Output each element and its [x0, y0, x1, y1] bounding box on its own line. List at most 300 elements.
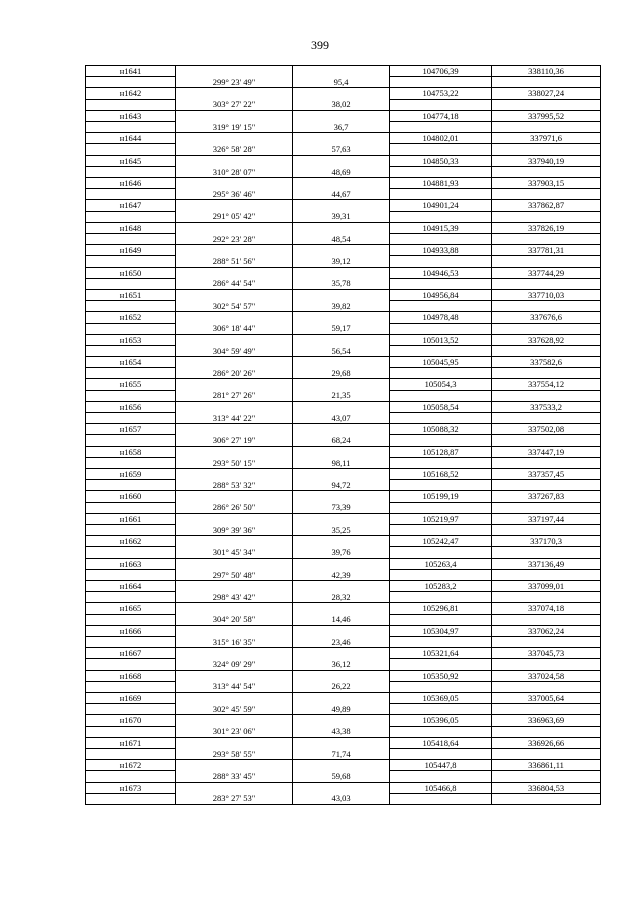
point-row	[86, 737, 601, 748]
empty-cell	[86, 390, 176, 401]
bearing-cell: 299° 23' 49"	[176, 77, 293, 88]
x-coordinate-cell: 105396,05	[390, 715, 492, 726]
empty-cell	[176, 222, 293, 233]
segment-row	[86, 748, 601, 759]
point-row	[86, 88, 601, 99]
empty-cell	[176, 177, 293, 188]
distance-cell: 43,07	[293, 413, 390, 424]
empty-cell	[492, 77, 601, 88]
empty-cell	[293, 737, 390, 748]
y-coordinate-cell: 337903,15	[492, 177, 601, 188]
point-row	[86, 177, 601, 188]
segment-row	[86, 726, 601, 737]
segment-row	[86, 457, 601, 468]
point-row	[86, 536, 601, 547]
x-coordinate-cell: 105242,47	[390, 536, 492, 547]
point-name-cell: н1646	[86, 177, 176, 188]
y-coordinate-cell: 337005,64	[492, 692, 601, 703]
distance-cell: 49,89	[293, 704, 390, 715]
empty-cell	[86, 77, 176, 88]
empty-cell	[176, 289, 293, 300]
empty-cell	[176, 312, 293, 323]
empty-cell	[86, 502, 176, 513]
y-coordinate-cell: 337971,6	[492, 133, 601, 144]
segment-row	[86, 323, 601, 334]
x-coordinate-cell: 105045,95	[390, 357, 492, 368]
empty-cell	[390, 569, 492, 580]
point-name-cell: н1666	[86, 625, 176, 636]
segment-row	[86, 345, 601, 356]
x-coordinate-cell: 105013,52	[390, 334, 492, 345]
boundary-coordinates-table	[85, 65, 601, 805]
y-coordinate-cell: 337357,45	[492, 469, 601, 480]
x-coordinate-cell: 104802,01	[390, 133, 492, 144]
point-name-cell: н1671	[86, 737, 176, 748]
distance-cell: 21,35	[293, 390, 390, 401]
empty-cell	[390, 390, 492, 401]
empty-cell	[176, 424, 293, 435]
empty-cell	[86, 413, 176, 424]
empty-cell	[492, 771, 601, 782]
distance-cell: 39,82	[293, 301, 390, 312]
point-row	[86, 603, 601, 614]
empty-cell	[176, 88, 293, 99]
segment-row	[86, 636, 601, 647]
empty-cell	[293, 357, 390, 368]
x-coordinate-cell: 105350,92	[390, 670, 492, 681]
y-coordinate-cell: 337267,83	[492, 491, 601, 502]
empty-cell	[390, 189, 492, 200]
empty-cell	[86, 256, 176, 267]
empty-cell	[390, 99, 492, 110]
y-coordinate-cell: 337554,12	[492, 379, 601, 390]
empty-cell	[176, 379, 293, 390]
empty-cell	[176, 737, 293, 748]
segment-row	[86, 435, 601, 446]
segment-row	[86, 233, 601, 244]
bearing-cell: 310° 28' 07"	[176, 166, 293, 177]
empty-cell	[86, 614, 176, 625]
point-name-cell: н1643	[86, 110, 176, 121]
empty-cell	[492, 413, 601, 424]
segment-row	[86, 256, 601, 267]
point-row	[86, 357, 601, 368]
distance-cell: 59,68	[293, 771, 390, 782]
x-coordinate-cell: 105304,97	[390, 625, 492, 636]
empty-cell	[492, 614, 601, 625]
y-coordinate-cell: 337062,24	[492, 625, 601, 636]
distance-cell: 39,12	[293, 256, 390, 267]
point-row	[86, 692, 601, 703]
distance-cell: 73,39	[293, 502, 390, 513]
empty-cell	[86, 569, 176, 580]
point-name-cell: н1656	[86, 401, 176, 412]
empty-cell	[293, 155, 390, 166]
bearing-cell: 301° 45' 34"	[176, 547, 293, 558]
bearing-cell: 326° 58' 28"	[176, 144, 293, 155]
empty-cell	[293, 491, 390, 502]
y-coordinate-cell: 336926,66	[492, 737, 601, 748]
empty-cell	[293, 312, 390, 323]
segment-row	[86, 390, 601, 401]
x-coordinate-cell: 105283,2	[390, 580, 492, 591]
point-name-cell: н1668	[86, 670, 176, 681]
distance-cell: 29,68	[293, 368, 390, 379]
bearing-cell: 304° 59' 49"	[176, 345, 293, 356]
point-name-cell: н1669	[86, 692, 176, 703]
empty-cell	[492, 726, 601, 737]
bearing-cell: 302° 45' 59"	[176, 704, 293, 715]
y-coordinate-cell: 337024,58	[492, 670, 601, 681]
empty-cell	[293, 379, 390, 390]
empty-cell	[390, 211, 492, 222]
point-row	[86, 133, 601, 144]
bearing-cell: 293° 50' 15"	[176, 457, 293, 468]
segment-row	[86, 793, 601, 804]
empty-cell	[293, 66, 390, 77]
empty-cell	[86, 323, 176, 334]
point-row	[86, 625, 601, 636]
segment-row	[86, 77, 601, 88]
x-coordinate-cell: 105058,54	[390, 401, 492, 412]
empty-cell	[86, 301, 176, 312]
empty-cell	[390, 659, 492, 670]
point-row	[86, 469, 601, 480]
point-name-cell: н1663	[86, 558, 176, 569]
y-coordinate-cell: 337940,19	[492, 155, 601, 166]
x-coordinate-cell: 104774,18	[390, 110, 492, 121]
x-coordinate-cell: 105321,64	[390, 648, 492, 659]
empty-cell	[86, 793, 176, 804]
bearing-cell: 286° 20' 26"	[176, 368, 293, 379]
segment-row	[86, 525, 601, 536]
empty-cell	[492, 569, 601, 580]
empty-cell	[390, 502, 492, 513]
empty-cell	[390, 413, 492, 424]
empty-cell	[390, 636, 492, 647]
empty-cell	[86, 480, 176, 491]
empty-cell	[293, 782, 390, 793]
empty-cell	[176, 603, 293, 614]
distance-cell: 38,02	[293, 99, 390, 110]
y-coordinate-cell: 337099,01	[492, 580, 601, 591]
point-row	[86, 580, 601, 591]
distance-cell: 39,31	[293, 211, 390, 222]
distance-cell: 14,46	[293, 614, 390, 625]
empty-cell	[86, 547, 176, 558]
bearing-cell: 315° 16' 35"	[176, 636, 293, 647]
point-row	[86, 446, 601, 457]
x-coordinate-cell: 104978,48	[390, 312, 492, 323]
point-row	[86, 558, 601, 569]
segment-row	[86, 614, 601, 625]
empty-cell	[293, 625, 390, 636]
point-name-cell: н1651	[86, 289, 176, 300]
y-coordinate-cell: 338110,36	[492, 66, 601, 77]
empty-cell	[390, 525, 492, 536]
point-name-cell: н1648	[86, 222, 176, 233]
point-row	[86, 379, 601, 390]
empty-cell	[176, 357, 293, 368]
distance-cell: 98,11	[293, 457, 390, 468]
y-coordinate-cell: 337045,73	[492, 648, 601, 659]
distance-cell: 36,7	[293, 121, 390, 132]
bearing-cell: 288° 51' 56"	[176, 256, 293, 267]
y-coordinate-cell: 336804,53	[492, 782, 601, 793]
empty-cell	[176, 648, 293, 659]
point-row	[86, 401, 601, 412]
point-name-cell: н1650	[86, 267, 176, 278]
bearing-cell: 288° 53' 32"	[176, 480, 293, 491]
empty-cell	[86, 636, 176, 647]
y-coordinate-cell: 337862,87	[492, 200, 601, 211]
empty-cell	[390, 323, 492, 334]
x-coordinate-cell: 105168,52	[390, 469, 492, 480]
x-coordinate-cell: 104915,39	[390, 222, 492, 233]
empty-cell	[293, 245, 390, 256]
empty-cell	[293, 603, 390, 614]
point-row	[86, 222, 601, 233]
bearing-cell: 292° 23' 28"	[176, 233, 293, 244]
empty-cell	[176, 66, 293, 77]
empty-cell	[390, 480, 492, 491]
empty-cell	[492, 435, 601, 446]
empty-cell	[492, 748, 601, 759]
bearing-cell: 306° 27' 19"	[176, 435, 293, 446]
segment-row	[86, 144, 601, 155]
empty-cell	[492, 592, 601, 603]
empty-cell	[176, 245, 293, 256]
empty-cell	[176, 446, 293, 457]
distance-cell: 39,76	[293, 547, 390, 558]
point-name-cell: н1657	[86, 424, 176, 435]
distance-cell: 68,24	[293, 435, 390, 446]
y-coordinate-cell: 337170,3	[492, 536, 601, 547]
point-row	[86, 715, 601, 726]
segment-row	[86, 368, 601, 379]
x-coordinate-cell: 104933,88	[390, 245, 492, 256]
empty-cell	[390, 144, 492, 155]
empty-cell	[86, 121, 176, 132]
distance-cell: 56,54	[293, 345, 390, 356]
distance-cell: 71,74	[293, 748, 390, 759]
empty-cell	[492, 681, 601, 692]
empty-cell	[492, 323, 601, 334]
empty-cell	[176, 491, 293, 502]
empty-cell	[492, 636, 601, 647]
bearing-cell: 301° 23' 06"	[176, 726, 293, 737]
y-coordinate-cell: 337826,19	[492, 222, 601, 233]
empty-cell	[492, 211, 601, 222]
empty-cell	[390, 704, 492, 715]
x-coordinate-cell: 105088,32	[390, 424, 492, 435]
point-row	[86, 200, 601, 211]
point-name-cell: н1654	[86, 357, 176, 368]
empty-cell	[390, 547, 492, 558]
empty-cell	[293, 446, 390, 457]
point-name-cell: н1645	[86, 155, 176, 166]
distance-cell: 43,03	[293, 793, 390, 804]
empty-cell	[293, 200, 390, 211]
empty-cell	[293, 222, 390, 233]
empty-cell	[176, 558, 293, 569]
empty-cell	[390, 77, 492, 88]
distance-cell: 36,12	[293, 659, 390, 670]
point-row	[86, 110, 601, 121]
point-row	[86, 648, 601, 659]
empty-cell	[390, 345, 492, 356]
distance-cell: 95,4	[293, 77, 390, 88]
distance-cell: 57,63	[293, 144, 390, 155]
empty-cell	[86, 233, 176, 244]
x-coordinate-cell: 105219,97	[390, 513, 492, 524]
point-name-cell: н1652	[86, 312, 176, 323]
x-coordinate-cell: 104946,53	[390, 267, 492, 278]
empty-cell	[390, 166, 492, 177]
empty-cell	[86, 189, 176, 200]
empty-cell	[390, 793, 492, 804]
empty-cell	[176, 715, 293, 726]
distance-cell: 35,25	[293, 525, 390, 536]
bearing-cell: 302° 54' 57"	[176, 301, 293, 312]
empty-cell	[176, 334, 293, 345]
empty-cell	[390, 592, 492, 603]
empty-cell	[390, 614, 492, 625]
segment-row	[86, 301, 601, 312]
empty-cell	[293, 580, 390, 591]
point-name-cell: н1644	[86, 133, 176, 144]
bearing-cell: 293° 58' 55"	[176, 748, 293, 759]
empty-cell	[293, 513, 390, 524]
point-row	[86, 513, 601, 524]
x-coordinate-cell: 105418,64	[390, 737, 492, 748]
distance-cell: 48,54	[293, 233, 390, 244]
empty-cell	[176, 580, 293, 591]
y-coordinate-cell: 337502,08	[492, 424, 601, 435]
point-row	[86, 760, 601, 771]
distance-cell: 26,22	[293, 681, 390, 692]
empty-cell	[176, 133, 293, 144]
segment-row	[86, 413, 601, 424]
empty-cell	[293, 88, 390, 99]
y-coordinate-cell: 337781,31	[492, 245, 601, 256]
empty-cell	[492, 368, 601, 379]
point-row	[86, 245, 601, 256]
distance-cell: 48,69	[293, 166, 390, 177]
empty-cell	[390, 301, 492, 312]
segment-row	[86, 502, 601, 513]
point-name-cell: н1649	[86, 245, 176, 256]
empty-cell	[390, 771, 492, 782]
empty-cell	[86, 166, 176, 177]
point-name-cell: н1659	[86, 469, 176, 480]
empty-cell	[492, 659, 601, 670]
bearing-cell: 291° 05' 42"	[176, 211, 293, 222]
y-coordinate-cell: 337074,18	[492, 603, 601, 614]
segment-row	[86, 211, 601, 222]
empty-cell	[176, 267, 293, 278]
distance-cell: 43,38	[293, 726, 390, 737]
point-name-cell: н1670	[86, 715, 176, 726]
y-coordinate-cell: 337744,29	[492, 267, 601, 278]
point-name-cell: н1660	[86, 491, 176, 502]
empty-cell	[176, 469, 293, 480]
empty-cell	[176, 155, 293, 166]
empty-cell	[176, 200, 293, 211]
bearing-cell: 324° 09' 29"	[176, 659, 293, 670]
bearing-cell: 319° 19' 15"	[176, 121, 293, 132]
point-name-cell: н1653	[86, 334, 176, 345]
empty-cell	[176, 625, 293, 636]
bearing-cell: 304° 20' 58"	[176, 614, 293, 625]
empty-cell	[492, 457, 601, 468]
x-coordinate-cell: 104881,93	[390, 177, 492, 188]
empty-cell	[86, 99, 176, 110]
x-coordinate-cell: 104956,84	[390, 289, 492, 300]
empty-cell	[390, 233, 492, 244]
empty-cell	[293, 424, 390, 435]
y-coordinate-cell: 337136,49	[492, 558, 601, 569]
empty-cell	[390, 278, 492, 289]
empty-cell	[176, 513, 293, 524]
distance-cell: 44,67	[293, 189, 390, 200]
empty-cell	[492, 278, 601, 289]
empty-cell	[390, 121, 492, 132]
point-name-cell: н1655	[86, 379, 176, 390]
bearing-cell: 313° 44' 54"	[176, 681, 293, 692]
empty-cell	[492, 502, 601, 513]
empty-cell	[492, 233, 601, 244]
empty-cell	[293, 670, 390, 681]
segment-row	[86, 278, 601, 289]
point-name-cell: н1664	[86, 580, 176, 591]
x-coordinate-cell: 104706,39	[390, 66, 492, 77]
point-row	[86, 670, 601, 681]
empty-cell	[492, 166, 601, 177]
empty-cell	[86, 435, 176, 446]
empty-cell	[293, 760, 390, 771]
empty-cell	[492, 99, 601, 110]
empty-cell	[492, 121, 601, 132]
table-body	[86, 66, 601, 805]
point-name-cell: н1662	[86, 536, 176, 547]
segment-row	[86, 659, 601, 670]
bearing-cell: 309° 39' 36"	[176, 525, 293, 536]
empty-cell	[293, 267, 390, 278]
point-name-cell: н1673	[86, 782, 176, 793]
empty-cell	[492, 480, 601, 491]
bearing-cell: 283° 27' 53"	[176, 793, 293, 804]
segment-row	[86, 166, 601, 177]
distance-cell: 35,78	[293, 278, 390, 289]
empty-cell	[390, 435, 492, 446]
y-coordinate-cell: 337582,6	[492, 357, 601, 368]
empty-cell	[86, 525, 176, 536]
point-row	[86, 66, 601, 77]
empty-cell	[293, 334, 390, 345]
x-coordinate-cell: 104901,24	[390, 200, 492, 211]
empty-cell	[293, 715, 390, 726]
empty-cell	[293, 648, 390, 659]
empty-cell	[390, 457, 492, 468]
point-name-cell: н1672	[86, 760, 176, 771]
point-name-cell: н1667	[86, 648, 176, 659]
x-coordinate-cell: 105466,8	[390, 782, 492, 793]
empty-cell	[176, 536, 293, 547]
y-coordinate-cell: 336861,11	[492, 760, 601, 771]
segment-row	[86, 480, 601, 491]
x-coordinate-cell: 105369,05	[390, 692, 492, 703]
